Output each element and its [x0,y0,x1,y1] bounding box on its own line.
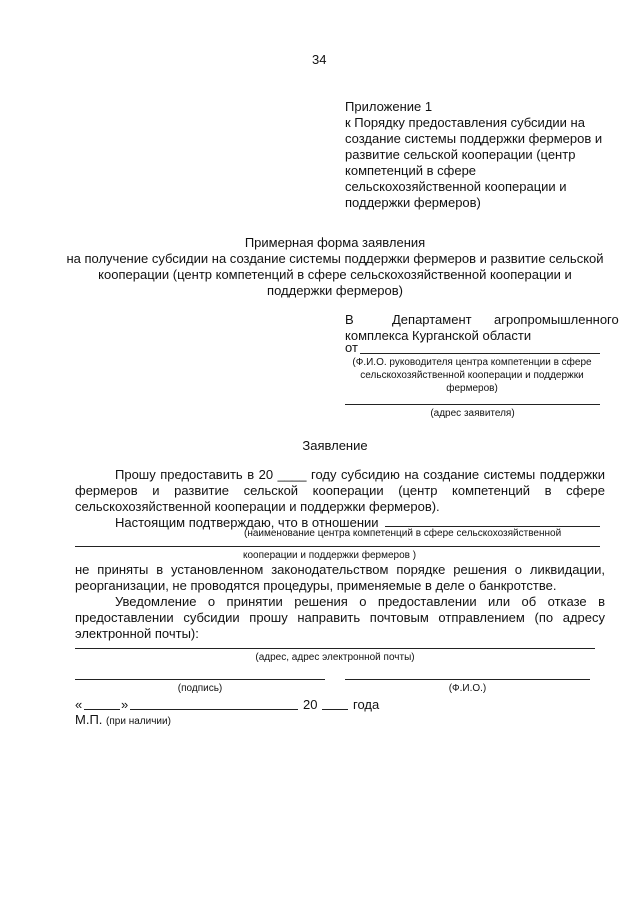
paragraph-line: электронной почты): [75,626,199,641]
addressee-dept: Департамент [392,312,472,327]
paragraph-line: не приняты в установленном законодательством порядке решения о ликвидации, [75,562,605,577]
center-name-input-line-2[interactable] [75,546,600,547]
form-title-line: кооперации (центр компетенций в сфере сельскохозяйственной кооперации и [98,267,572,282]
date-open-quote: « [75,697,83,712]
paragraph-line: Настоящим подтверждаю, что в отношении [115,515,379,530]
signature-caption: (подпись) [177,683,223,694]
from-label: от [345,340,358,355]
appendix-line: поддержки фермеров) [345,195,481,210]
from-input-line[interactable] [360,353,600,354]
appendix-title: Приложение 1 [345,99,433,114]
page-number: 34 [312,52,327,67]
paragraph-line: реорганизации, не проводятся процедуры, применяемые в деле о банкротстве. [75,578,557,593]
form-title-line: Примерная форма заявления [244,235,426,250]
center-name-caption: кооперации и поддержки фермеров ) [243,550,417,561]
appendix-line: к Порядку предоставления субсидии на [345,115,585,130]
address-caption: (адрес заявителя) [430,408,515,419]
date-close-quote: » [121,697,129,712]
from-caption: (Ф.И.О. руководителя центра компетенции в сфере [352,357,592,368]
form-title-line: на получение субсидии на создание системы поддержки фермеров и развитие сельской [66,251,604,266]
form-title-line: поддержки фермеров) [267,283,403,298]
paragraph-line: Прошу предоставить в 20 ____ году субсидию на создание системы поддержки [115,467,605,482]
stamp-label [75,712,171,728]
paragraph-line: предоставлении субсидии прошу направить почтовым отправлением (по адресу [75,610,605,625]
from-caption: фермеров) [446,383,498,394]
year-input-line[interactable] [322,709,348,710]
paragraph-line: сельскохозяйственной кооперации и поддержки фермеров). [75,499,440,514]
addressee-line: комплекса Курганской области [345,328,532,343]
year-suffix: года [353,697,380,712]
paragraph-line: фермеров и развитие сельской кооперации (центр компетенций в сфере [75,483,605,498]
paragraph-line: Уведомление о принятии решения о предоставлении или об отказе в [115,594,605,609]
center-name-caption: (наименование центра компетенций в сфере сельскохозяйственной [244,528,562,539]
email-input-line[interactable] [75,648,595,649]
appendix-line: развитие сельской кооперации (центр [345,147,576,162]
addressee-agro: агропромышленного [494,312,619,327]
signature-input-line[interactable] [75,679,325,680]
stamp-mp: М.П. [75,712,103,727]
day-input-line[interactable] [84,709,120,710]
month-input-line[interactable] [130,709,298,710]
fio-input-line[interactable] [345,679,590,680]
email-caption: (адрес, адрес электронной почты) [255,652,415,663]
addressee-to: В [345,312,354,327]
statement-heading: Заявление [302,438,368,453]
appendix-line: сельскохозяйственной кооперации и [345,179,567,194]
stamp-note: (при наличии) [106,716,171,727]
year-prefix: 20 [303,697,318,712]
fio-caption: (Ф.И.О.) [448,683,487,694]
appendix-line: создание системы поддержки фермеров и [345,131,603,146]
from-caption: сельскохозяйственной кооперации и поддержки [360,370,584,381]
appendix-line: компетенций в сфере [345,163,477,178]
address-input-line[interactable] [345,404,600,405]
